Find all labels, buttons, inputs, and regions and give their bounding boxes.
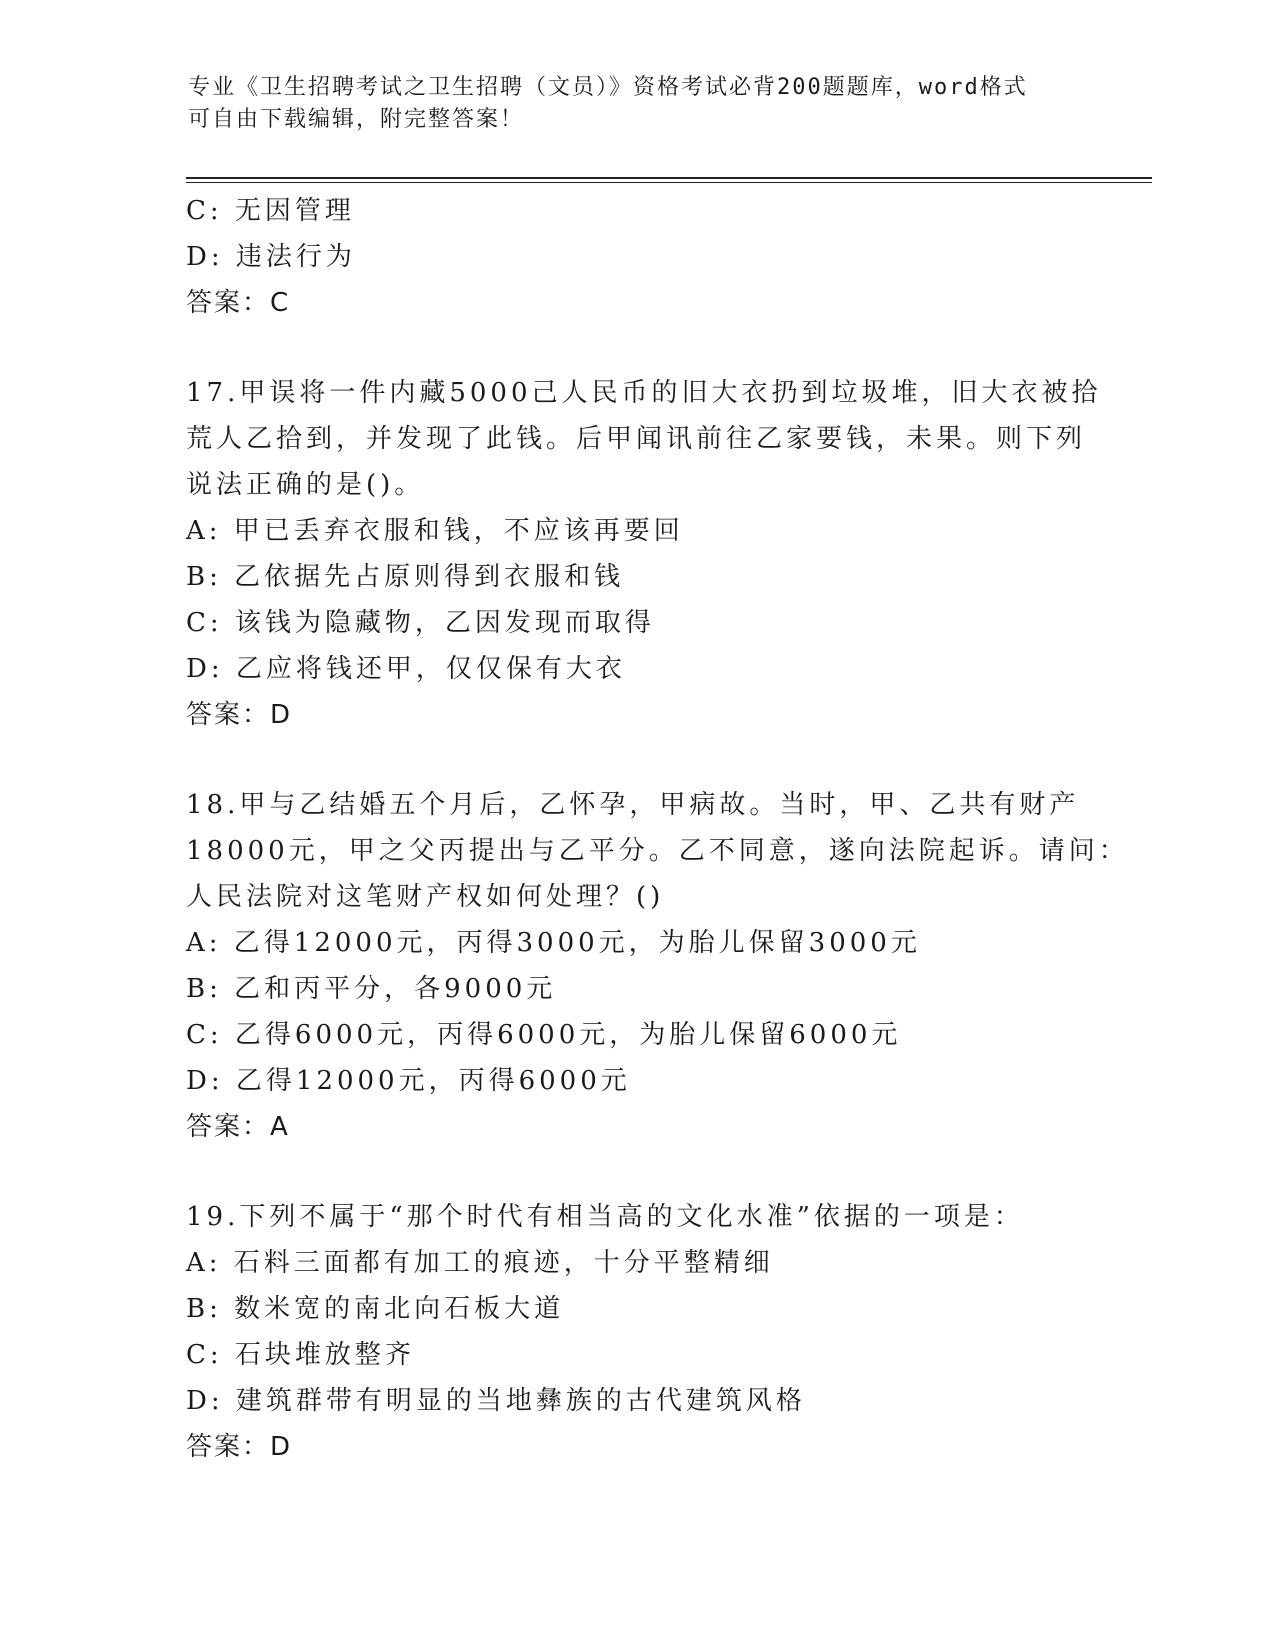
header-line-2: 可自由下载编辑，附完整答案！	[188, 107, 525, 132]
question-stem-line: 17.甲误将一件内藏5000己人民币的旧大衣扔到垃圾堆，旧大衣被拾	[186, 378, 1102, 408]
question-list	[186, 188, 1129, 1470]
option-d: D: 建筑群带有明显的当地彝族的古代建筑风格	[186, 1386, 806, 1416]
option-c: C: 石块堆放整齐	[186, 1340, 415, 1370]
option-d: D: 违法行为	[186, 242, 356, 272]
question-stem-line: 荒人乙拾到，并发现了此钱。后甲闻讯前往乙家要钱，未果。则下列	[186, 424, 1087, 454]
option-c: C: 该钱为隐藏物，乙因发现而取得	[186, 608, 655, 638]
question-stem-line: 人民法院对这笔财产权如何处理？()	[186, 882, 665, 912]
option-c: C: 乙得6000元，丙得6000元，为胎儿保留6000元	[186, 1020, 902, 1050]
question-19	[186, 1194, 1086, 1470]
header-line-1: 专业《卫生招聘考试之卫生招聘（文员）》资格考试必背200题题库，word格式	[188, 75, 1028, 100]
spacer	[186, 738, 1086, 782]
spacer	[186, 1150, 1086, 1194]
question-stem-line: 18000元，甲之父丙提出与乙平分。乙不同意，遂向法院起诉。请问：	[186, 836, 1129, 866]
option-b: B: 数米宽的南北向石板大道	[186, 1294, 565, 1324]
option-c: C: 无因管理	[186, 196, 355, 226]
document-header	[188, 72, 1088, 136]
option-d: D: 乙得12000元，丙得6000元	[186, 1066, 631, 1096]
question-stem-line: 19.下列不属于“那个时代有相当高的文化水准”依据的一项是：	[186, 1202, 1024, 1232]
option-a: A: 甲已丢弃衣服和钱，不应该再要回	[186, 516, 684, 546]
option-a: A: 石料三面都有加工的痕迹，十分平整精细	[186, 1248, 774, 1278]
option-d: D: 乙应将钱还甲，仅仅保有大衣	[186, 654, 626, 684]
option-b: B: 乙和丙平分，各9000元	[186, 974, 557, 1004]
answer-line: 答案：D	[186, 700, 293, 730]
header-divider	[186, 177, 1152, 183]
question-stem-line: 说法正确的是()。	[186, 470, 425, 500]
option-b: B: 乙依据先占原则得到衣服和钱	[186, 562, 625, 592]
question-17	[186, 370, 1102, 738]
answer-line: 答案：A	[186, 1112, 290, 1142]
option-a: A: 乙得12000元，丙得3000元，为胎儿保留3000元	[186, 928, 921, 958]
answer-line: 答案：C	[186, 288, 291, 318]
question-stem-line: 18.甲与乙结婚五个月后，乙怀孕，甲病故。当时，甲、乙共有财产	[186, 790, 1080, 820]
question-16-tail	[186, 188, 1086, 326]
spacer	[186, 326, 1086, 370]
question-18	[186, 782, 1129, 1150]
answer-line: 答案：D	[186, 1432, 293, 1462]
